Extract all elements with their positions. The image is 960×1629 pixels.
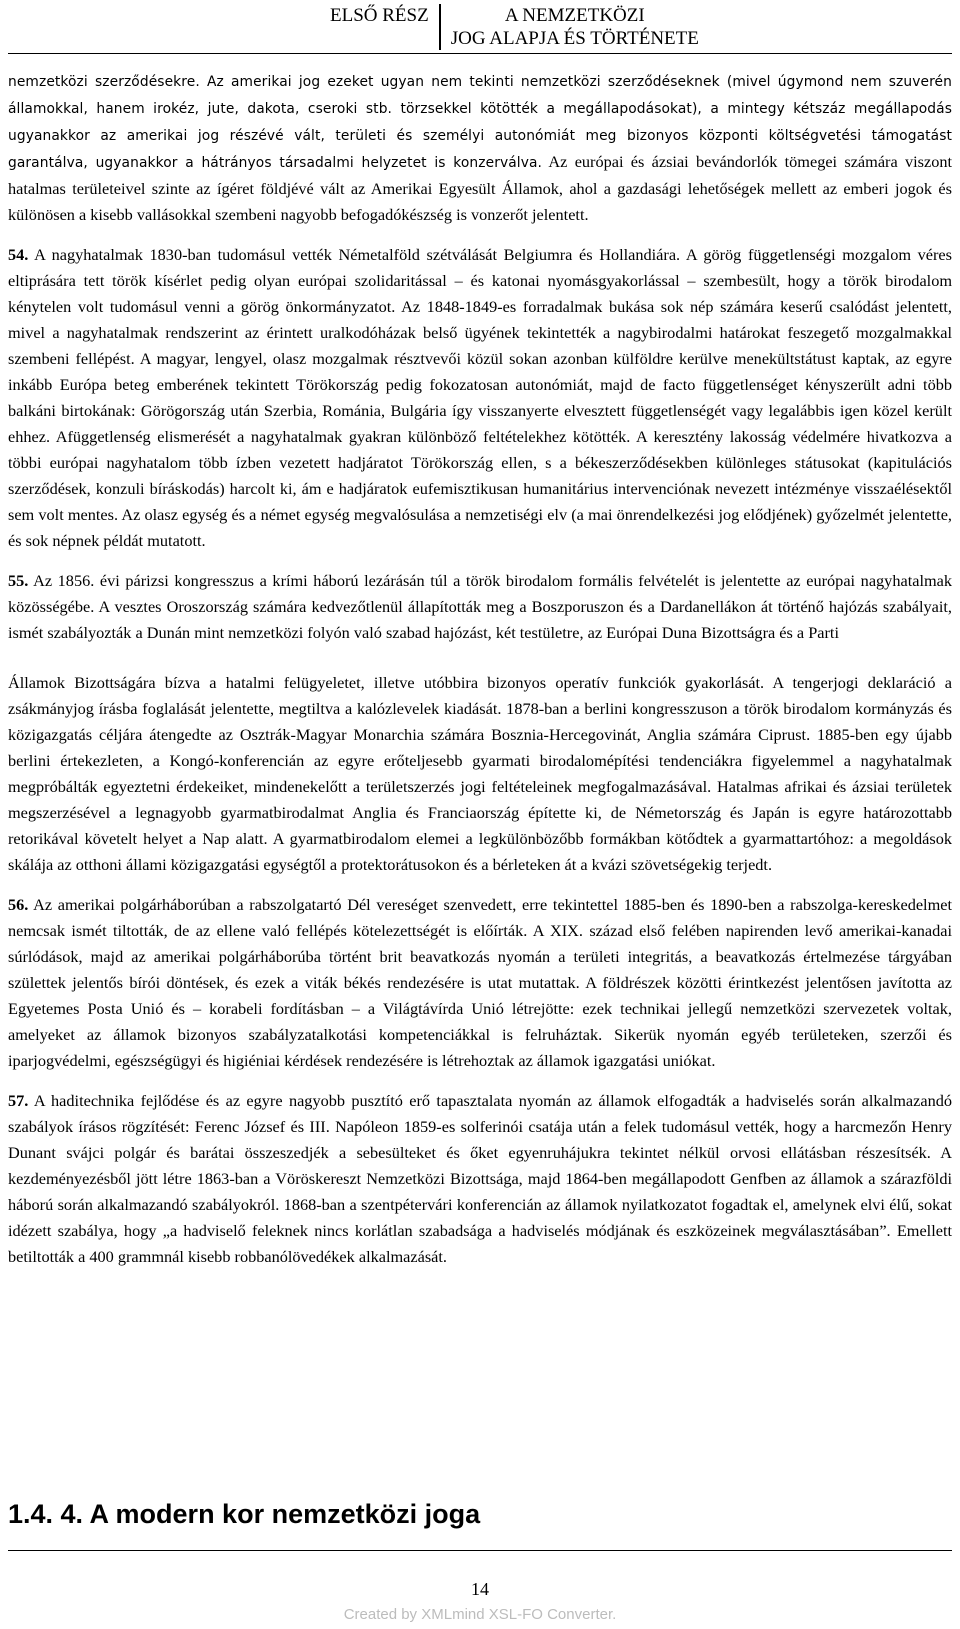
section-heading: 1.4. 4. A modern kor nemzetközi joga: [8, 1499, 481, 1529]
paragraph-55-continued-text: Államok Bizottságára bízva a hatalmi felügyeletet, illetve utóbbira bizonyos operatív funkciók gyakorlását. A tengerjogi deklaráció a zsákmányjog írásba foglalását jelentette, megtiltva a kalózlevelek kiadását. 1878-ban a berlini kongresszuson a török birodalom kormányzás és közigazgatás céljára átengedte az Osztrák-Magyar Monarchia számára Bosznia-Hercegovinát, Anglia számára Ciprust. 1885-ben egy újabb berlini értekezleten, a Kongó-konferencián az egyre erőteljesebb gyarmati birodalomépítési tendenciákra figyelemmel a nagyhatalmak megpróbálták egyeztetni érdekeiket, mindenekelőtt a területszerzés jogi feltételeinek megfogalmazásával. Hatalmas afrikai és ázsiai területek megszerzésével a legnagyobb gyarmatbirodalmat Anglia és Franciaország építette ki, de Németország és Japán is egyre határozottabb retorikával követelt helyet a Nap alatt. A gyarmatbirodalom elemei a legkülönbözőbb formákban kötődtek a gyarmattartóhoz: a megoldások skálája az otthoni állami közigazgatási egységtől a protektorátusokon és a bérleteken át a kvázi szövetségekig terjedt.: [8, 673, 952, 874]
converter-watermark: Created by XMLmind XSL-FO Converter.: [343, 1606, 617, 1623]
paragraph-57-text: A haditechnika fejlődése és az egyre nagyobb pusztító erő tapasztalata nyomán az államok elfogadták a hadviselés során alkalmazandó szabályok írásos rögzítését: Ferenc József és III. Napóleon 1859-es solferinói csatája után a felek tudomásul vették, hogy a harcmezőn Henry Dunant svájci polgár és barátai összeszedjék a sebesülteket és őket egyenruhájukra tekintet nélkül orvosi ellátásban részesítsék. A kezdeményezésből jött létre 1863-ban a Vöröskereszt Nemzetközi Bizottsága, majd 1864-ben megállapodott Genfben az államok a szárazföldi háború során alkalmazandó szabályokról. 1868-ban a szentpétervári konferencián az államok nyilatkozatot fogadtak el, amelynek elvi élű, sokat idézett szabálya, hogy „a hadviselő feleknek nincs korlátlan szabadsága a hadviselés módjának és eszközeinek megválasztásában”. Emellett betiltották a 400 grammnál kisebb robbanólövedékek alkalmazását.: [8, 1091, 952, 1266]
header-rule: [8, 53, 952, 54]
running-header-chapter-line2: JOG ALAPJA ÉS TÖRTÉNETE: [450, 28, 699, 49]
paragraph-54-number: 54.: [8, 245, 29, 264]
running-header: [330, 4, 699, 50]
running-header-chapter-line1: A NEMZETKÖZI: [504, 5, 645, 26]
page-number: 14: [471, 1579, 489, 1599]
paragraph-55: [8, 568, 952, 646]
paragraph-56-number: 56.: [8, 895, 29, 914]
paragraph-55-number: 55.: [8, 571, 29, 590]
paragraph-56: [8, 892, 952, 1074]
footer-rule: [8, 1550, 952, 1551]
paragraph-54-text: A nagyhatalmak 1830-ban tudomásul vették Németalföld szétválását Belgiumra és Hollandiára. A görög függetlenségi mozgalom véres eltiprására tett török kísérlet pedig olyan európai szolidaritással – és katonai nyomásgyakorlással – szembesült, hogy a török birodalom kénytelen volt tudomásul venni a görög önkormányzatot. Az 1848-1849-es forradalmak bukása sok nép számára keserű csalódást jelentett, mivel a nagyhatalmak rendszerint az érintett uralkodóházak belső ügyének tekintették a nagybirodalmi határokat feszegető mozgalmakkal szembeni fellépést. A magyar, lengyel, olasz mozgalmak résztvevői közül sokan azonban külföldre kerülve menekültstátust kaptak, az egyre inkább Európa beteg emberének tekintett Törökország pedig fokozatosan autonómiát, majd de facto függetlenséget kényszerült adni több balkáni birtokának: Görögország után Szerbia, Románia, Bulgária így visszanyerte elvesztett függetlenségét vagy legalábbis igen közel került ehhez. Afüggetlenség elismerését a nagyhatalmak gyakran különböző feltételekhez kötötték. A keresztény lakosság védelmére hivatkozva a többi európai nagyhatalom több ízben vezetett hadjáratot Törökország ellen, s a békeszerződésekben különleges státusokat (kapitulációs szerződések, konzuli bíráskodás) harcolt ki, ám e hadjáratok eufemisztikusan humanitárius intervenciónak nevezett intézménye visszaélésektől sem volt mentes. Az olasz egység és a német egység megvalósulása a nemzetiségi elv (a mai önrendelkezési jog elődjének) győzelmét jelentette, és sok népnek példát mutatott.: [8, 245, 952, 550]
paragraph-continued: [8, 68, 952, 228]
paragraph-55-continued: [8, 670, 952, 878]
running-header-part: [330, 4, 439, 50]
body-text: [8, 68, 952, 1270]
paragraph-56-text: Az amerikai polgárháborúban a rabszolgatartó Dél vereséget szenvedett, erre tekintettel 1885-ben és 1890-ben a rabszolga-kereskedelmet nemcsak ismét tiltották, de az ellene való fellépés kötelezettségét is előírták. A XIX. század első felében napirenden levő amerikai-kanadai súrlódások, majd az amerikai polgárháborúba történt brit beavatkozás nyomán a területi integritás, a beavatkozás értelmezése tárgyában születtek jelentős bírói döntések, és ezek a viták békés rendezésére is utat mutattak. A földrészek közötti érintkezést jelentősen javította az Egyetemes Posta Unió és – korabeli fordításban – a Világtávírda Unió létrejötte: ezek technikai jellegű nemzetközi szervezetek voltak, amelyeket az államok bizonyos szabályzatalkotási kompetenciákkal is felruháztak. Sikerük nyomán egyéb területeken, szerzői és iparjogvédelmi, egészségügyi és higiéniai kérdések rendezésére is létrehoztak az államok igazgatási uniókat.: [8, 895, 952, 1070]
running-header-part-title: ELSŐ RÉSZ: [330, 5, 429, 26]
running-header-chapter: [439, 4, 699, 50]
paragraph-continued-text: Az európai és ázsiai bevándorlók tömegei számára viszont hatalmas területeivel szinte az ígéret földjévé vált az Amerikai Egyesült Államok, ahol a gazdasági lehetőségek mellett az emberi jogok és különösen a kisebb vallásokkal szembeni nagyobb befogadókészség is vonzerőt jelentett.: [8, 152, 953, 224]
paragraph-54: [8, 242, 952, 554]
paragraph-continued-sans-text: nemzetközi szerződésekre. Az amerikai jog ezeket ugyan nem tekinti nemzetközi szerződéseknek (mivel úgymond nem szuverén államokkal, hanem irokéz, jute, dakota, cseroki stb. törzsekkel kötötték a megállapodásokat), a mintegy kétszáz megállapodás ugyanakkor az amerikai jog részévé vált, területi és személyi autonómiát meg bizonyos központi költségvetési támogatást garantálva, ugyanakkor a hátrányos társadalmi helyzetet is konzerválva.: [8, 74, 952, 171]
paragraph-55-text: Az 1856. évi párizsi kongresszus a krími háború lezárásán túl a török birodalom formális felvételét is jelentette az európai nagyhatalmak közösségébe. A vesztes Oroszország számára kedvezőtlenül állapították meg a Boszporuszon és a Dardanellákon át történő hajózás szabályait, ismét szabályozták a Dunán mint nemzetközi folyón való szabad hajózást, két testületre, az Európai Duna Bizottságra és a Parti: [8, 571, 952, 642]
paragraph-57-number: 57.: [8, 1091, 29, 1110]
paragraph-57: [8, 1088, 952, 1270]
